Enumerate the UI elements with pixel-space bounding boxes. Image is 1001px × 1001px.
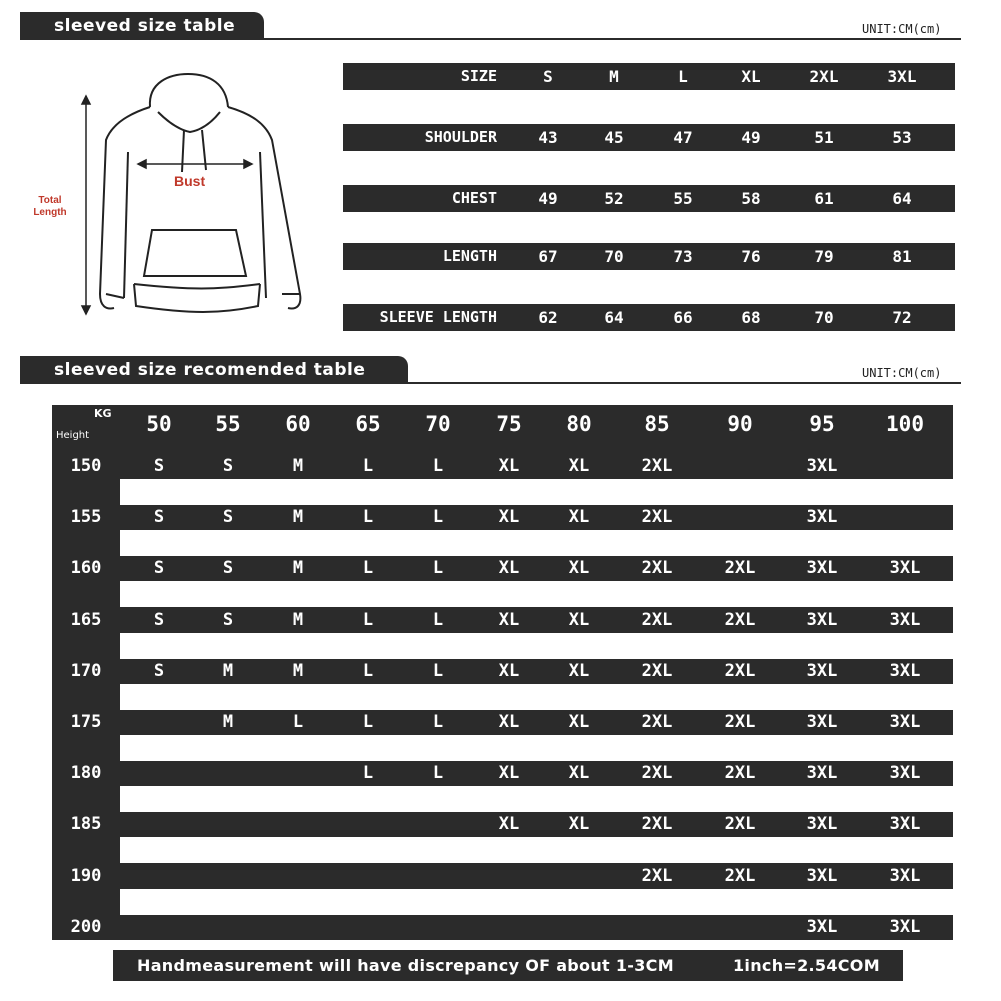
size-recommendation-cell: M xyxy=(292,507,304,527)
weight-header: 85 xyxy=(644,412,670,436)
size-value-cell: 49 xyxy=(538,189,558,208)
row-gap xyxy=(120,633,953,659)
weight-header: 55 xyxy=(215,412,241,436)
row-gap xyxy=(120,786,953,812)
size-recommendation-cell: 3XL xyxy=(889,917,921,937)
size-recommendation-cell: 2XL xyxy=(724,661,756,681)
size-recommendation-cell: L xyxy=(432,610,444,630)
size-recommendation-cell: 2XL xyxy=(641,456,673,476)
height-label: 200 xyxy=(70,917,102,937)
size-recommendation-cell: XL xyxy=(498,507,520,527)
footer-note-bar xyxy=(113,950,903,981)
size-recommendation-cell: L xyxy=(432,661,444,681)
size-recommendation-cell: M xyxy=(292,456,304,476)
bust-label: Bust xyxy=(174,173,206,189)
size-value-cell: 67 xyxy=(538,247,558,266)
kg-axis-label: KG xyxy=(94,407,112,420)
size-recommendation-cell: M xyxy=(292,610,304,630)
section-divider xyxy=(20,382,961,384)
hoodie-diagram xyxy=(20,62,340,352)
size-recommendation-cell: 3XL xyxy=(806,507,838,527)
size-recommendation-cell: XL xyxy=(568,558,590,578)
size-recommendation-cell: 3XL xyxy=(889,763,921,783)
height-label: 180 xyxy=(70,763,102,783)
size-recommendation-cell: 3XL xyxy=(806,610,838,630)
size-recommendation-cell: L xyxy=(432,456,444,476)
size-value-cell: 64 xyxy=(892,189,912,208)
size-recommendation-cell: XL xyxy=(498,712,520,732)
section-divider xyxy=(20,38,961,40)
weight-header: 80 xyxy=(566,412,592,436)
height-axis-label: Height xyxy=(56,430,90,441)
size-value-cell: 51 xyxy=(814,128,834,147)
weight-header: 50 xyxy=(146,412,172,436)
size-value-cell: 64 xyxy=(604,308,624,327)
size-value-cell: 76 xyxy=(741,247,761,266)
size-value-cell: 68 xyxy=(741,308,761,327)
size-value-cell: 2XL xyxy=(809,67,839,86)
size-recommendation-cell: 3XL xyxy=(889,558,921,578)
size-recommendation-cell: XL xyxy=(498,456,520,476)
size-recommendation-cell: L xyxy=(362,763,374,783)
size-recommendation-cell: S xyxy=(222,507,234,527)
unit-label: UNIT:CM(cm) xyxy=(862,366,942,380)
size-recommendation-cell: XL xyxy=(568,763,590,783)
size-recommendation-cell: XL xyxy=(568,661,590,681)
size-value-cell: 70 xyxy=(604,247,624,266)
size-recommendation-cell: 3XL xyxy=(889,661,921,681)
size-recommendation-cell: XL xyxy=(498,814,520,834)
row-gap xyxy=(120,684,953,710)
size-row-bar xyxy=(343,243,955,270)
size-recommendation-cell: 3XL xyxy=(889,712,921,732)
size-recommendation-cell: M xyxy=(222,712,234,732)
size-value-cell: 45 xyxy=(604,128,624,147)
inch-conversion: 1inch=2.54COM xyxy=(733,956,880,975)
size-recommendation-cell: L xyxy=(432,763,444,783)
size-recommendation-cell: 3XL xyxy=(806,661,838,681)
size-recommendation-cell: L xyxy=(432,507,444,527)
row-gap xyxy=(120,837,953,863)
size-recommendation-cell: L xyxy=(362,507,374,527)
size-row-label: CHEST xyxy=(451,189,497,207)
height-label: 160 xyxy=(70,558,102,578)
size-recommendation-cell: 3XL xyxy=(806,558,838,578)
size-value-cell: 47 xyxy=(673,128,693,147)
size-recommendation-cell: 3XL xyxy=(889,610,921,630)
section-title-recommended xyxy=(20,356,408,384)
height-label: 185 xyxy=(70,814,102,834)
total-label-line2: Length xyxy=(33,207,67,218)
size-recommendation-cell: 2XL xyxy=(724,814,756,834)
row-gap xyxy=(120,479,953,505)
size-row-label: SHOULDER xyxy=(424,128,497,146)
size-value-cell: 55 xyxy=(673,189,693,208)
row-gap xyxy=(120,530,953,556)
size-recommendation-cell: 3XL xyxy=(806,456,838,476)
height-label: 165 xyxy=(70,610,102,630)
size-recommendation-cell: 3XL xyxy=(806,814,838,834)
size-recommendation-cell: XL xyxy=(568,610,590,630)
size-row-label: SLEEVE LENGTH xyxy=(379,308,497,326)
size-recommendation-cell: XL xyxy=(498,661,520,681)
size-row-bar xyxy=(343,304,955,331)
weight-header: 65 xyxy=(355,412,381,436)
size-recommendation-cell: 2XL xyxy=(641,507,673,527)
size-recommendation-cell: XL xyxy=(568,814,590,834)
height-label: 170 xyxy=(70,661,102,681)
height-label: 155 xyxy=(70,507,102,527)
size-recommendation-cell: M xyxy=(292,558,304,578)
size-value-cell: S xyxy=(543,67,553,86)
size-value-cell: 49 xyxy=(741,128,761,147)
size-row-label: SIZE xyxy=(460,67,497,85)
size-recommendation-cell: 2XL xyxy=(724,763,756,783)
size-recommendation-cell: XL xyxy=(498,610,520,630)
size-value-cell: 52 xyxy=(604,189,624,208)
size-recommendation-cell: S xyxy=(222,558,234,578)
weight-header: 70 xyxy=(425,412,451,436)
size-recommendation-cell: 2XL xyxy=(724,712,756,732)
weight-header: 90 xyxy=(727,412,753,436)
size-recommendation-cell: S xyxy=(222,456,234,476)
size-value-cell: 58 xyxy=(741,189,761,208)
size-recommendation-cell: L xyxy=(292,712,304,732)
size-recommendation-cell: S xyxy=(153,610,165,630)
size-value-cell: 79 xyxy=(814,247,834,266)
size-value-cell: 81 xyxy=(892,247,912,266)
total-label-line1: Total xyxy=(38,195,62,206)
size-value-cell: 62 xyxy=(538,308,558,327)
size-value-cell: L xyxy=(678,67,688,86)
size-recommendation-cell: S xyxy=(153,456,165,476)
section-title-text: sleeved size recomended table xyxy=(54,360,366,380)
size-row-bar xyxy=(343,63,955,90)
size-value-cell: 61 xyxy=(814,189,834,208)
unit-label: UNIT:CM(cm) xyxy=(862,22,942,36)
section-title-size-table xyxy=(20,12,264,40)
size-recommendation-cell: XL xyxy=(498,763,520,783)
height-label: 175 xyxy=(70,712,102,732)
size-recommendation-cell: 2XL xyxy=(641,558,673,578)
size-recommendation-cell: 2XL xyxy=(724,558,756,578)
size-recommendation-cell: 2XL xyxy=(641,814,673,834)
size-recommendation-cell: L xyxy=(432,712,444,732)
size-recommendation-cell: XL xyxy=(568,712,590,732)
size-recommendation-cell: XL xyxy=(498,558,520,578)
size-recommendation-cell: XL xyxy=(568,507,590,527)
weight-header: 60 xyxy=(285,412,311,436)
size-recommendation-cell: 3XL xyxy=(889,814,921,834)
size-row-bar xyxy=(343,124,955,151)
size-value-cell: 66 xyxy=(673,308,693,327)
size-value-cell: 72 xyxy=(892,308,912,327)
size-recommendation-cell: 3XL xyxy=(889,866,921,886)
weight-header: 75 xyxy=(496,412,522,436)
size-recommendation-cell: S xyxy=(222,610,234,630)
size-recommendation-cell: 3XL xyxy=(806,917,838,937)
size-recommendation-cell: 2XL xyxy=(724,610,756,630)
size-recommendation-cell: 2XL xyxy=(724,866,756,886)
weight-header: 95 xyxy=(809,412,835,436)
size-value-cell: M xyxy=(609,67,619,86)
size-recommendation-cell: 2XL xyxy=(641,661,673,681)
size-value-cell: 53 xyxy=(892,128,912,147)
row-gap xyxy=(120,735,953,761)
row-gap xyxy=(120,889,953,915)
section-title-text: sleeved size table xyxy=(54,16,236,36)
size-row-label: LENGTH xyxy=(442,247,497,265)
size-recommendation-cell: S xyxy=(153,507,165,527)
size-recommendation-cell: 3XL xyxy=(806,763,838,783)
size-recommendation-cell: S xyxy=(153,661,165,681)
discrepancy-note: Handmeasurement will have discrepancy OF about 1-3CM xyxy=(137,956,674,975)
size-recommendation-cell: L xyxy=(362,558,374,578)
size-value-cell: 3XL xyxy=(887,67,917,86)
size-recommendation-cell: XL xyxy=(568,456,590,476)
total-length-label xyxy=(28,195,72,219)
height-label: 190 xyxy=(70,866,102,886)
size-recommendation-cell: M xyxy=(222,661,234,681)
size-recommendation-cell: 2XL xyxy=(641,763,673,783)
size-recommendation-cell: 3XL xyxy=(806,866,838,886)
size-value-cell: 70 xyxy=(814,308,834,327)
weight-header: 100 xyxy=(886,412,924,436)
size-recommendation-cell: S xyxy=(153,558,165,578)
size-recommendation-cell: L xyxy=(362,661,374,681)
size-row-bar xyxy=(343,185,955,212)
size-value-cell: 43 xyxy=(538,128,558,147)
size-recommendation-cell: 2XL xyxy=(641,610,673,630)
size-recommendation-cell: 3XL xyxy=(806,712,838,732)
row-gap xyxy=(120,581,953,607)
size-recommendation-cell: L xyxy=(362,712,374,732)
height-label: 150 xyxy=(70,456,102,476)
size-recommendation-cell: 2XL xyxy=(641,866,673,886)
size-recommendation-cell: 2XL xyxy=(641,712,673,732)
size-recommendation-cell: L xyxy=(432,558,444,578)
size-recommendation-cell: M xyxy=(292,661,304,681)
size-recommendation-cell: L xyxy=(362,456,374,476)
size-value-cell: XL xyxy=(741,67,761,86)
size-recommendation-cell: L xyxy=(362,610,374,630)
size-value-cell: 73 xyxy=(673,247,693,266)
